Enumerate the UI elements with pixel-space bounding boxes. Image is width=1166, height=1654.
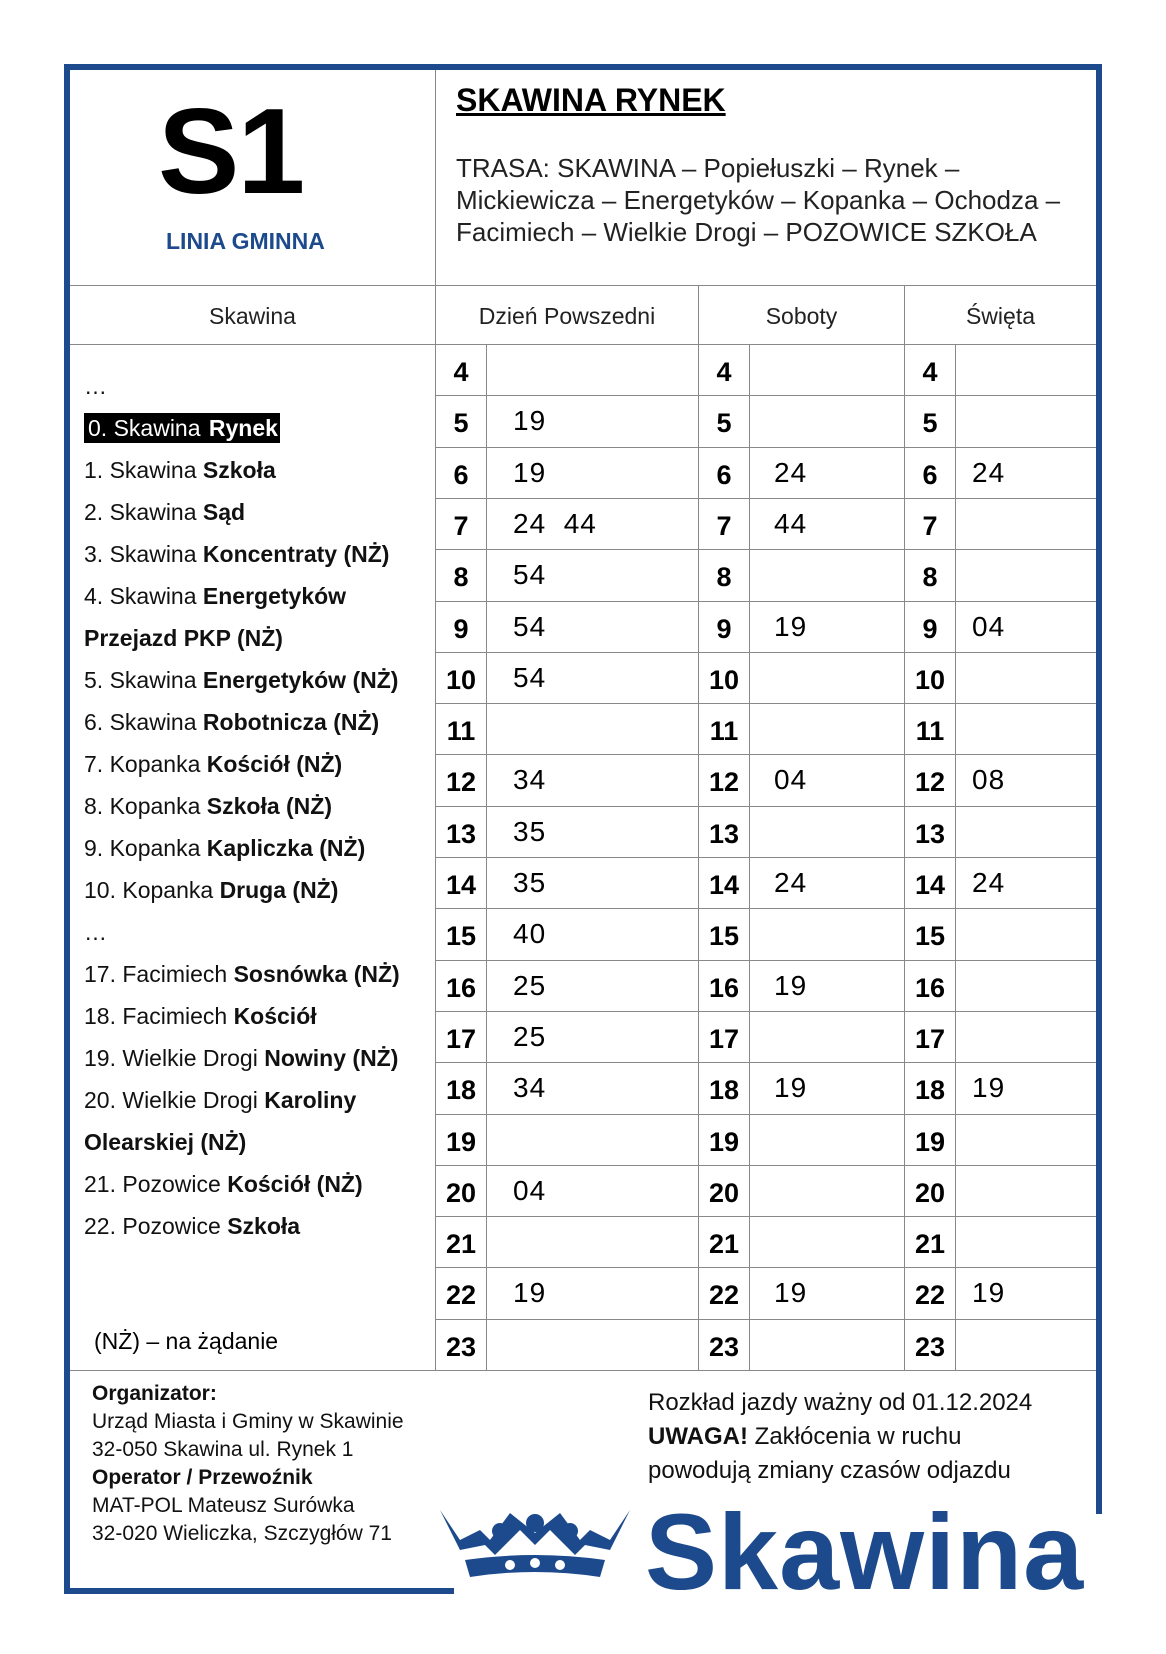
operator-name: MAT-POL Mateusz Surówka bbox=[92, 1494, 355, 1517]
hour-cell: 5 bbox=[716, 408, 732, 438]
minutes-cell: 25 bbox=[513, 1021, 547, 1052]
stop-item bbox=[84, 1037, 434, 1079]
stop-prefix: … bbox=[84, 919, 107, 945]
route-description: TRASA: SKAWINA – Popiełuszki – Rynek – Mickiewicza – Energetyków – Kopanka – Ochodza – Facimiech – Wielkie Drogi – POZOWICE SZKOŁA bbox=[456, 153, 1061, 247]
minutes-cell: 24 bbox=[972, 457, 1006, 488]
stop-label bbox=[84, 583, 346, 609]
stop-label bbox=[84, 541, 389, 567]
stop-item bbox=[84, 827, 434, 869]
minutes-cell: 19 bbox=[513, 457, 547, 488]
stop-item bbox=[84, 743, 434, 785]
stop-label bbox=[84, 793, 332, 819]
hour-cell: 6 bbox=[453, 460, 469, 490]
organizer-name: Urząd Miasta i Gminy w Skawinie bbox=[92, 1410, 404, 1433]
frame-right-border bbox=[1096, 64, 1102, 1514]
row-divider bbox=[436, 703, 1096, 704]
stop-item bbox=[84, 1163, 434, 1205]
hour-cell: 23 bbox=[445, 1332, 477, 1362]
divider bbox=[70, 285, 1096, 286]
stop-prefix: 1. Skawina bbox=[84, 457, 203, 483]
weekday-column-header: Dzień Powszedni bbox=[478, 303, 656, 329]
valid-from: Rozkład jazdy ważny od 01.12.2024 bbox=[648, 1389, 1033, 1416]
hour-cell: 18 bbox=[708, 1075, 740, 1105]
stop-name-bold: Przejazd PKP (NŻ) bbox=[84, 625, 283, 651]
minutes-cell: 08 bbox=[972, 764, 1006, 795]
stop-name-bold: Nowiny (NŻ) bbox=[264, 1045, 399, 1071]
hour-cell: 9 bbox=[922, 614, 938, 644]
hour-cell: 20 bbox=[914, 1178, 946, 1208]
divider bbox=[435, 70, 436, 1370]
stop-label bbox=[84, 1087, 356, 1113]
hour-cell: 22 bbox=[708, 1280, 740, 1310]
minutes-cell: 19 bbox=[513, 1277, 547, 1308]
minutes-cell: 54 bbox=[513, 611, 547, 642]
minutes-cell: 04 bbox=[972, 611, 1006, 642]
hour-cell: 20 bbox=[708, 1178, 740, 1208]
hour-cell: 22 bbox=[914, 1280, 946, 1310]
hour-cell: 8 bbox=[922, 562, 938, 592]
minutes-cell: 24 bbox=[774, 867, 808, 898]
organizer-label: Organizator: bbox=[92, 1382, 217, 1405]
hour-cell: 14 bbox=[708, 870, 740, 900]
hour-cell: 11 bbox=[915, 716, 945, 746]
stop-name-bold: Energetyków bbox=[202, 583, 347, 609]
stop-label bbox=[84, 413, 280, 443]
stop-prefix: 4. Skawina bbox=[84, 583, 203, 609]
stop-label bbox=[84, 877, 338, 903]
stop-label bbox=[84, 1045, 398, 1071]
stop-item bbox=[84, 491, 434, 533]
stop-item bbox=[84, 407, 434, 449]
minutes-cell: 34 bbox=[513, 764, 547, 795]
stop-item bbox=[84, 911, 434, 953]
minutes-cell: 24 44 bbox=[513, 508, 597, 539]
stop-item bbox=[84, 701, 434, 743]
minutes-cell: 54 bbox=[513, 559, 547, 590]
warning-text-continued: powodują zmiany czasów odjazdu bbox=[648, 1457, 1011, 1484]
stop-item bbox=[84, 1079, 434, 1121]
hour-cell: 12 bbox=[708, 767, 740, 797]
stop-item bbox=[84, 659, 434, 701]
stop-label bbox=[84, 961, 400, 987]
minutes-cell: 24 bbox=[972, 867, 1006, 898]
stop-prefix: 8. Kopanka bbox=[84, 793, 207, 819]
hour-cell: 18 bbox=[914, 1075, 946, 1105]
hour-cell: 6 bbox=[922, 460, 938, 490]
stop-label bbox=[84, 625, 283, 651]
hour-cell: 12 bbox=[914, 767, 946, 797]
hour-cell: 21 bbox=[914, 1229, 946, 1259]
minutes-cell: 19 bbox=[513, 405, 547, 436]
stop-prefix: 6. Skawina bbox=[84, 709, 203, 735]
minutes-cell: 19 bbox=[774, 1277, 808, 1308]
hour-cell: 8 bbox=[453, 562, 469, 592]
stop-name-bold: Robotnicza (NŻ) bbox=[202, 709, 380, 735]
hour-cell: 12 bbox=[445, 767, 477, 797]
stop-prefix: 0. Skawina bbox=[88, 415, 207, 441]
hour-cell: 9 bbox=[453, 614, 469, 644]
minutes-cell: 44 bbox=[774, 508, 808, 539]
stop-item bbox=[84, 365, 434, 407]
stop-label bbox=[84, 667, 398, 693]
hour-cell: 13 bbox=[445, 819, 477, 849]
stop-label bbox=[84, 373, 107, 399]
stop-item bbox=[84, 617, 434, 659]
minutes-cell: 04 bbox=[513, 1175, 547, 1206]
stop-label bbox=[84, 1129, 246, 1155]
hour-cell: 4 bbox=[922, 357, 938, 387]
stop-label bbox=[84, 1213, 300, 1239]
stop-prefix: 7. Kopanka bbox=[84, 751, 207, 777]
stop-label bbox=[84, 919, 107, 945]
hour-cell: 17 bbox=[914, 1024, 946, 1054]
stop-name-bold: Kapliczka (NŻ) bbox=[206, 835, 366, 861]
hour-cell: 19 bbox=[708, 1127, 740, 1157]
minutes-cell: 24 bbox=[774, 457, 808, 488]
hour-cell: 21 bbox=[445, 1229, 477, 1259]
stop-label bbox=[84, 751, 342, 777]
hour-cell: 10 bbox=[445, 665, 477, 695]
stop-name-bold: Rynek bbox=[208, 415, 278, 441]
stop-label bbox=[84, 835, 365, 861]
stop-prefix: … bbox=[84, 373, 107, 399]
hour-cell: 18 bbox=[445, 1075, 477, 1105]
stop-name-bold: Koncentraty (NŻ) bbox=[202, 541, 390, 567]
hour-cell: 10 bbox=[914, 665, 946, 695]
stop-list bbox=[84, 365, 434, 1247]
hour-cell: 16 bbox=[445, 973, 477, 1003]
stop-name-bold: Kościół (NŻ) bbox=[206, 751, 343, 777]
stop-prefix: 21. Pozowice bbox=[84, 1171, 228, 1197]
operator-label: Operator / Przewoźnik bbox=[92, 1466, 313, 1489]
stop-prefix: 17. Facimiech bbox=[84, 961, 234, 987]
divider bbox=[70, 344, 1096, 345]
minutes-cell: 34 bbox=[513, 1072, 547, 1103]
hour-cell: 13 bbox=[708, 819, 740, 849]
organizer-address: 32-050 Skawina ul. Rynek 1 bbox=[92, 1438, 354, 1461]
holiday-column-header: Święta bbox=[965, 303, 1036, 329]
stop-name: SKAWINA RYNEK bbox=[456, 82, 726, 118]
row-divider bbox=[436, 1216, 1096, 1217]
stop-label bbox=[84, 457, 276, 483]
stop-item bbox=[84, 449, 434, 491]
hour-cell: 21 bbox=[708, 1229, 740, 1259]
stop-prefix: 3. Skawina bbox=[84, 541, 203, 567]
line-type-label: LINIA GMINNA bbox=[166, 228, 325, 254]
crown-logo-icon bbox=[440, 1505, 630, 1585]
stop-item bbox=[84, 1121, 434, 1163]
stop-name-bold: Szkoła bbox=[202, 457, 276, 483]
hour-cell: 11 bbox=[446, 716, 476, 746]
stop-item bbox=[84, 533, 434, 575]
hour-cell: 6 bbox=[716, 460, 732, 490]
stop-item bbox=[84, 785, 434, 827]
stop-prefix: 2. Skawina bbox=[84, 499, 203, 525]
hour-cell: 16 bbox=[914, 973, 946, 1003]
minutes-cell: 35 bbox=[513, 816, 547, 847]
hour-cell: 5 bbox=[922, 408, 938, 438]
stop-item bbox=[84, 953, 434, 995]
stop-name-bold: Sosnówka (NŻ) bbox=[233, 961, 400, 987]
hour-cell: 5 bbox=[453, 408, 469, 438]
hour-cell: 8 bbox=[716, 562, 732, 592]
stop-prefix: 19. Wielkie Drogi bbox=[84, 1045, 265, 1071]
minutes-cell: 04 bbox=[774, 764, 808, 795]
hour-cell: 4 bbox=[453, 357, 469, 387]
hour-cell: 7 bbox=[453, 511, 469, 541]
saturday-column-header: Soboty bbox=[765, 303, 838, 329]
minutes-cell: 54 bbox=[513, 662, 547, 693]
minutes-cell: 19 bbox=[774, 611, 808, 642]
hour-cell: 4 bbox=[716, 357, 732, 387]
warning-label: UWAGA! bbox=[648, 1423, 748, 1450]
minutes-cell: 19 bbox=[972, 1277, 1006, 1308]
minutes-cell: 19 bbox=[774, 1072, 808, 1103]
stop-name-bold: Kościół (NŻ) bbox=[227, 1171, 363, 1197]
hour-cell: 23 bbox=[708, 1332, 740, 1362]
hour-cell: 22 bbox=[445, 1280, 477, 1310]
row-divider bbox=[436, 1319, 1096, 1320]
minutes-cell: 25 bbox=[513, 970, 547, 1001]
stop-item bbox=[84, 995, 434, 1037]
stop-label bbox=[84, 1003, 317, 1029]
stop-name-bold: Szkoła (NŻ) bbox=[206, 793, 332, 819]
stop-name-bold: Druga (NŻ) bbox=[219, 877, 339, 903]
hour-cell: 7 bbox=[922, 511, 938, 541]
hour-cell: 14 bbox=[914, 870, 946, 900]
hour-cell: 10 bbox=[708, 665, 740, 695]
row-divider bbox=[436, 1114, 1096, 1115]
stop-label bbox=[84, 499, 245, 525]
on-request-note: (NŻ) – na żądanie bbox=[94, 1328, 279, 1354]
skawina-logo-text: Skawina bbox=[645, 1491, 1085, 1612]
stop-name-bold: Szkoła bbox=[227, 1213, 301, 1239]
hour-cell: 11 bbox=[709, 716, 739, 746]
stop-name-bold: Karoliny bbox=[264, 1087, 357, 1113]
stop-prefix: 22. Pozowice bbox=[84, 1213, 228, 1239]
stop-prefix: 18. Facimiech bbox=[84, 1003, 234, 1029]
minutes-cell: 40 bbox=[513, 918, 547, 949]
stop-prefix: 10. Kopanka bbox=[84, 877, 220, 903]
stops-column-header: Skawina bbox=[209, 303, 296, 329]
hour-cell: 17 bbox=[708, 1024, 740, 1054]
stop-item bbox=[84, 869, 434, 911]
stop-name-bold: Olearskiej (NŻ) bbox=[84, 1129, 247, 1155]
hour-cell: 15 bbox=[914, 921, 946, 951]
footer-organizer bbox=[92, 1380, 404, 1548]
hour-cell: 17 bbox=[445, 1024, 477, 1054]
hour-cell: 19 bbox=[914, 1127, 946, 1157]
stop-item bbox=[84, 1205, 434, 1247]
line-number: S1 bbox=[158, 83, 304, 219]
hour-cell: 20 bbox=[445, 1178, 477, 1208]
frame-bottom-border bbox=[64, 1588, 454, 1594]
stop-label bbox=[84, 709, 379, 735]
hour-cell: 19 bbox=[445, 1127, 477, 1157]
hour-cell: 16 bbox=[708, 973, 740, 1003]
stop-item bbox=[84, 575, 434, 617]
hour-cell: 15 bbox=[445, 921, 477, 951]
stop-prefix: 5. Skawina bbox=[84, 667, 203, 693]
minutes-cell: 19 bbox=[774, 970, 808, 1001]
warning-text: Zakłócenia w ruchu bbox=[747, 1423, 962, 1450]
hour-cell: 7 bbox=[716, 511, 732, 541]
stop-label bbox=[84, 1171, 363, 1197]
hour-cell: 9 bbox=[716, 614, 732, 644]
stop-prefix: 20. Wielkie Drogi bbox=[84, 1087, 265, 1113]
hour-cell: 23 bbox=[914, 1332, 946, 1362]
minutes-cell: 35 bbox=[513, 867, 547, 898]
footer-validity bbox=[648, 1386, 1032, 1488]
hour-cell: 14 bbox=[445, 870, 477, 900]
stop-name-bold: Energetyków (NŻ) bbox=[202, 667, 399, 693]
hour-cell: 13 bbox=[914, 819, 946, 849]
stop-prefix: 9. Kopanka bbox=[84, 835, 207, 861]
stop-name-bold: Kościół bbox=[233, 1003, 317, 1029]
minutes-cell: 19 bbox=[972, 1072, 1006, 1103]
stop-name-bold: Sąd bbox=[202, 499, 246, 525]
operator-address: 32-020 Wieliczka, Szczygłów 71 bbox=[92, 1522, 392, 1545]
hour-cell: 15 bbox=[708, 921, 740, 951]
